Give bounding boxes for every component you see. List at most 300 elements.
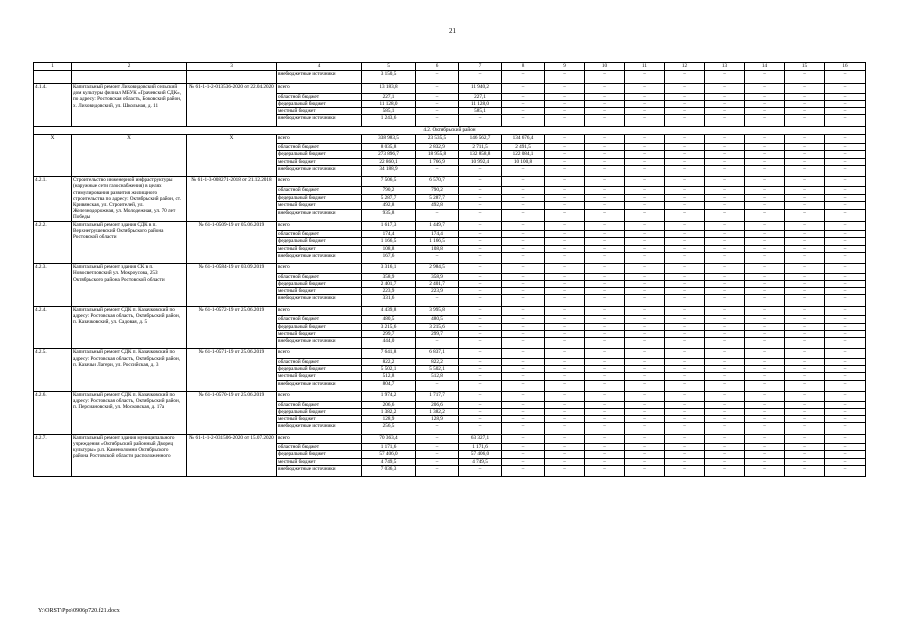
value-cell: – — [625, 238, 665, 245]
value-cell: – — [825, 273, 866, 280]
value-cell: – — [785, 107, 825, 114]
value-cell: – — [545, 280, 585, 287]
value-cell: – — [785, 187, 825, 195]
value-cell: – — [745, 100, 785, 107]
value-cell: – — [585, 187, 625, 195]
value-cell: – — [785, 316, 825, 323]
value-cell: – — [545, 358, 585, 365]
value-cell: – — [625, 115, 665, 127]
value-cell: – — [785, 415, 825, 422]
value-cell: – — [545, 415, 585, 422]
value-cell: – — [825, 252, 866, 264]
funding-source-cell: областной бюджет — [277, 144, 362, 151]
value-cell: – — [459, 306, 502, 316]
funding-source-cell: внебюджетные источники — [277, 337, 362, 349]
value-cell: – — [745, 330, 785, 337]
funding-source-cell: всего — [277, 264, 362, 274]
value-cell: – — [416, 71, 459, 84]
value-cell: – — [585, 280, 625, 287]
value-cell: – — [745, 316, 785, 323]
value-cell: – — [625, 451, 665, 458]
value-cell: – — [459, 221, 502, 231]
expertise-doc-cell: № 61-1-0571-19 от 25.06.2019 — [187, 349, 277, 392]
expertise-doc-cell: № 61-1-1-2-013536-2020 от 22.04.2020 — [187, 84, 277, 127]
value-cell: – — [705, 280, 745, 287]
value-cell: – — [785, 295, 825, 307]
value-cell: – — [665, 238, 705, 245]
value-cell: – — [625, 187, 665, 195]
value-cell: – — [545, 366, 585, 373]
value-cell: – — [459, 366, 502, 373]
value-cell: – — [585, 134, 625, 144]
funding-source-cell: всего — [277, 177, 362, 187]
value-cell: – — [785, 209, 825, 221]
funding-source-cell: федеральный бюджет — [277, 238, 362, 245]
value-cell: 512,8 — [362, 373, 416, 380]
value-cell: – — [665, 458, 705, 465]
value-cell: – — [825, 366, 866, 373]
value-cell: – — [825, 158, 866, 165]
value-cell: – — [705, 84, 745, 94]
column-header: 4 — [277, 63, 362, 71]
value-cell: – — [625, 415, 665, 422]
value-cell: – — [745, 115, 785, 127]
value-cell: 1 974,2 — [362, 392, 416, 402]
value-cell: – — [705, 238, 745, 245]
value-cell: – — [825, 392, 866, 402]
value-cell: 5 287,7 — [416, 194, 459, 202]
expertise-doc-cell: № 61-1-0509-19 от 05.06.2019 — [187, 221, 277, 264]
value-cell: 1 617,3 — [362, 221, 416, 231]
value-cell: – — [745, 408, 785, 415]
value-cell: 134 676,4 — [502, 134, 545, 144]
funding-source-cell: внебюджетные источники — [277, 71, 362, 84]
item-number-cell: 4.2.4. — [34, 306, 72, 349]
value-cell: – — [545, 84, 585, 94]
value-cell: – — [785, 337, 825, 349]
value-cell: – — [705, 93, 745, 100]
value-cell: – — [705, 264, 745, 274]
value-cell: 227,1 — [362, 93, 416, 100]
value-cell: – — [416, 465, 459, 477]
value-cell: 174,4 — [416, 231, 459, 238]
value-cell: – — [416, 93, 459, 100]
column-header: 15 — [785, 63, 825, 71]
value-cell: – — [785, 306, 825, 316]
value-cell: – — [785, 221, 825, 231]
value-cell: – — [785, 349, 825, 359]
value-cell: – — [665, 84, 705, 94]
value-cell: – — [545, 93, 585, 100]
value-cell: – — [705, 323, 745, 330]
value-cell: – — [825, 107, 866, 114]
value-cell: – — [545, 252, 585, 264]
value-cell: – — [665, 323, 705, 330]
value-cell: – — [825, 194, 866, 202]
column-header: 3 — [187, 63, 277, 71]
value-cell: – — [785, 93, 825, 100]
value-cell: – — [705, 107, 745, 114]
value-cell: – — [665, 231, 705, 238]
value-cell: – — [665, 264, 705, 274]
value-cell: – — [665, 252, 705, 264]
value-cell: 206,6 — [416, 401, 459, 408]
value-cell: – — [416, 115, 459, 127]
value-cell: 108,8 — [362, 245, 416, 252]
value-cell: – — [745, 434, 785, 444]
value-cell: 822,2 — [362, 358, 416, 365]
value-cell: – — [416, 209, 459, 221]
value-cell: – — [502, 458, 545, 465]
funding-source-cell: местный бюджет — [277, 415, 362, 422]
funding-source-cell: местный бюджет — [277, 158, 362, 165]
value-cell: – — [705, 392, 745, 402]
value-cell: – — [825, 295, 866, 307]
value-cell: – — [585, 209, 625, 221]
funding-source-cell: областной бюджет — [277, 273, 362, 280]
value-cell: – — [585, 295, 625, 307]
value-cell: – — [545, 451, 585, 458]
expertise-doc-cell: № 61-1-0570-19 от 25.06.2019 — [187, 392, 277, 435]
value-cell: 480,5 — [362, 316, 416, 323]
value-cell: – — [665, 444, 705, 451]
value-cell: – — [745, 423, 785, 435]
funding-source-cell: местный бюджет — [277, 330, 362, 337]
funding-source-cell: внебюджетные источники — [277, 295, 362, 307]
value-cell: – — [585, 408, 625, 415]
value-cell: 132 858,8 — [459, 151, 502, 158]
value-cell: – — [585, 337, 625, 349]
value-cell: – — [502, 401, 545, 408]
item-number-cell: 4.2.5. — [34, 349, 72, 392]
value-cell: – — [745, 349, 785, 359]
expertise-doc-cell: № 61-1-0584-19 от 03.09.2019 — [187, 264, 277, 307]
value-cell: 18 955,8 — [416, 151, 459, 158]
value-cell: – — [459, 392, 502, 402]
object-name-cell: Капитальный ремонт здания СК в п. Новосветловский ул. Мокроусова, 25З Октябрьского района Ростовской области — [72, 264, 187, 307]
value-cell: – — [665, 373, 705, 380]
value-cell: – — [825, 187, 866, 195]
value-cell: – — [585, 264, 625, 274]
value-cell: – — [705, 373, 745, 380]
value-cell: 4 439,8 — [362, 306, 416, 316]
table-row — [34, 434, 866, 444]
funding-source-cell: федеральный бюджет — [277, 408, 362, 415]
funding-source-cell: внебюджетные источники — [277, 165, 362, 177]
value-cell: – — [665, 408, 705, 415]
column-header: 16 — [825, 63, 866, 71]
value-cell: 822,2 — [416, 358, 459, 365]
value-cell: – — [825, 84, 866, 94]
value-cell: – — [785, 401, 825, 408]
value-cell: – — [665, 151, 705, 158]
value-cell: – — [625, 337, 665, 349]
value-cell: 174,4 — [362, 231, 416, 238]
value-cell: – — [545, 151, 585, 158]
value-cell: 1 166,5 — [416, 238, 459, 245]
value-cell: – — [705, 151, 745, 158]
value-cell: – — [459, 273, 502, 280]
value-cell: – — [585, 115, 625, 127]
value-cell: – — [745, 366, 785, 373]
value-cell: – — [459, 288, 502, 295]
value-cell: – — [665, 209, 705, 221]
value-cell: – — [459, 380, 502, 392]
value-cell: – — [625, 330, 665, 337]
value-cell: 2 711,5 — [459, 144, 502, 151]
value-cell: – — [459, 465, 502, 477]
value-cell: – — [502, 273, 545, 280]
value-cell: – — [585, 451, 625, 458]
value-cell: – — [585, 458, 625, 465]
value-cell: – — [625, 71, 665, 84]
value-cell: – — [585, 465, 625, 477]
value-cell: – — [545, 71, 585, 84]
value-cell: – — [665, 415, 705, 422]
value-cell: – — [545, 316, 585, 323]
value-cell: – — [745, 295, 785, 307]
value-cell: – — [705, 337, 745, 349]
value-cell: – — [825, 408, 866, 415]
value-cell: – — [785, 238, 825, 245]
value-cell: – — [459, 264, 502, 274]
funding-source-cell: местный бюджет — [277, 107, 362, 114]
value-cell: – — [416, 337, 459, 349]
value-cell: – — [545, 115, 585, 127]
table-row — [34, 134, 866, 144]
value-cell: – — [502, 423, 545, 435]
value-cell: – — [665, 337, 705, 349]
value-cell: – — [705, 144, 745, 151]
value-cell: – — [705, 423, 745, 435]
value-cell: – — [825, 93, 866, 100]
value-cell: – — [545, 465, 585, 477]
value-cell: – — [705, 221, 745, 231]
value-cell: – — [825, 330, 866, 337]
table-row — [34, 177, 866, 187]
funding-source-cell: областной бюджет — [277, 93, 362, 100]
value-cell: – — [825, 323, 866, 330]
value-cell: 3 215,6 — [416, 323, 459, 330]
value-cell: – — [545, 392, 585, 402]
value-cell: – — [502, 330, 545, 337]
value-cell: 34 188,9 — [362, 165, 416, 177]
value-cell: – — [665, 280, 705, 287]
value-cell: 128,9 — [416, 415, 459, 422]
value-cell: – — [785, 177, 825, 187]
value-cell: – — [705, 187, 745, 195]
value-cell: – — [585, 84, 625, 94]
value-cell: – — [545, 202, 585, 210]
value-cell: – — [745, 238, 785, 245]
value-cell: – — [545, 408, 585, 415]
section-row — [34, 126, 866, 134]
value-cell: – — [705, 408, 745, 415]
value-cell: – — [825, 451, 866, 458]
table-row — [34, 84, 866, 94]
object-name-cell: Капитальный ремонт СДК п. Казачковский по адресу: Ростовская область, Октябрьский район, п. Персиановский, ул. Московская, д. 17а — [72, 392, 187, 435]
value-cell: – — [459, 358, 502, 365]
value-cell: – — [625, 93, 665, 100]
value-cell: – — [416, 165, 459, 177]
value-cell: – — [785, 358, 825, 365]
value-cell: – — [545, 380, 585, 392]
value-cell: – — [459, 187, 502, 195]
funding-source-cell: федеральный бюджет — [277, 366, 362, 373]
item-number-cell: 4.2.6. — [34, 392, 72, 435]
value-cell: – — [705, 231, 745, 238]
item-number-cell: 4.2.3. — [34, 264, 72, 307]
value-cell: – — [502, 202, 545, 210]
value-cell: – — [705, 295, 745, 307]
value-cell: – — [416, 380, 459, 392]
value-cell: – — [705, 202, 745, 210]
value-cell: 206,6 — [362, 401, 416, 408]
expertise-doc-cell: № 61-1-1-2-031506-2020 от 15.07.2020 — [187, 434, 277, 477]
value-cell: – — [545, 306, 585, 316]
value-cell: – — [665, 71, 705, 84]
object-name-cell: Х — [72, 134, 187, 177]
expertise-doc-cell: Х — [187, 134, 277, 177]
column-header: 2 — [72, 63, 187, 71]
value-cell: – — [459, 408, 502, 415]
item-number-cell: 4.2.7. — [34, 434, 72, 477]
funding-source-cell: всего — [277, 84, 362, 94]
value-cell: – — [785, 408, 825, 415]
value-cell: – — [745, 444, 785, 451]
value-cell: – — [585, 252, 625, 264]
value-cell: – — [705, 177, 745, 187]
funding-source-cell: федеральный бюджет — [277, 323, 362, 330]
value-cell: – — [625, 134, 665, 144]
value-cell: – — [545, 134, 585, 144]
value-cell: – — [625, 458, 665, 465]
value-cell: – — [416, 434, 459, 444]
value-cell: – — [745, 84, 785, 94]
value-cell: – — [625, 273, 665, 280]
value-cell: 1 243,6 — [362, 115, 416, 127]
value-cell: – — [785, 84, 825, 94]
item-number-cell: Х — [34, 134, 72, 177]
value-cell: – — [785, 71, 825, 84]
value-cell: 512,8 — [416, 373, 459, 380]
value-cell: – — [785, 115, 825, 127]
value-cell: – — [825, 401, 866, 408]
item-number-cell: 4.1.4. — [34, 84, 72, 127]
value-cell: – — [459, 202, 502, 210]
value-cell: – — [545, 107, 585, 114]
value-cell: – — [545, 100, 585, 107]
value-cell: – — [585, 401, 625, 408]
value-cell: – — [585, 415, 625, 422]
value-cell: – — [416, 295, 459, 307]
value-cell: – — [625, 306, 665, 316]
value-cell: – — [585, 165, 625, 177]
value-cell: – — [545, 194, 585, 202]
value-cell: – — [585, 316, 625, 323]
value-cell: – — [502, 231, 545, 238]
value-cell: 8 035,8 — [362, 144, 416, 151]
column-header: 5 — [362, 63, 416, 71]
empty-cell — [34, 71, 72, 84]
value-cell: – — [785, 434, 825, 444]
funding-source-cell: внебюджетные источники — [277, 380, 362, 392]
value-cell: – — [502, 306, 545, 316]
value-cell: – — [502, 380, 545, 392]
value-cell: – — [459, 323, 502, 330]
value-cell: 11 940,2 — [459, 84, 502, 94]
value-cell: – — [502, 295, 545, 307]
value-cell: – — [459, 115, 502, 127]
value-cell: – — [705, 194, 745, 202]
funding-source-cell: всего — [277, 134, 362, 144]
value-cell: – — [502, 245, 545, 252]
object-name-cell: Строительство инженерной инфраструктуры (наружные сети газоснабжения) в целях стимулирования развития жилищного строительства по адресу: Октябрьский район, ст. Кривянская, ул. Строителей, ул. Железнодорожная, ул. Молодежная, ул. 70 лет Победы — [72, 177, 187, 221]
value-cell: – — [705, 158, 745, 165]
value-cell: – — [416, 84, 459, 94]
value-cell: – — [665, 423, 705, 435]
value-cell: – — [585, 358, 625, 365]
item-number-cell: 4.2.1. — [34, 177, 72, 221]
value-cell: – — [705, 288, 745, 295]
value-cell: – — [705, 100, 745, 107]
value-cell: 227,1 — [459, 93, 502, 100]
value-cell: – — [825, 134, 866, 144]
value-cell: – — [502, 252, 545, 264]
value-cell: – — [785, 323, 825, 330]
column-header: 8 — [502, 63, 545, 71]
value-cell: – — [665, 288, 705, 295]
value-cell: 4 749,5 — [362, 458, 416, 465]
value-cell: 6 837,1 — [416, 349, 459, 359]
value-cell: – — [705, 134, 745, 144]
value-cell: – — [825, 316, 866, 323]
value-cell: – — [625, 358, 665, 365]
value-cell: 5 502,1 — [362, 366, 416, 373]
value-cell: – — [665, 134, 705, 144]
value-cell: – — [745, 252, 785, 264]
value-cell: – — [625, 366, 665, 373]
value-cell: – — [705, 252, 745, 264]
value-cell: – — [745, 93, 785, 100]
value-cell: – — [502, 107, 545, 114]
value-cell: – — [459, 71, 502, 84]
value-cell: – — [825, 231, 866, 238]
value-cell: – — [745, 451, 785, 458]
value-cell: – — [785, 330, 825, 337]
funding-source-cell: внебюджетные источники — [277, 252, 362, 264]
funding-source-cell: местный бюджет — [277, 288, 362, 295]
value-cell: – — [705, 245, 745, 252]
value-cell: – — [665, 392, 705, 402]
value-cell: – — [785, 100, 825, 107]
funding-source-cell: федеральный бюджет — [277, 280, 362, 287]
value-cell: – — [705, 71, 745, 84]
value-cell: – — [745, 380, 785, 392]
funding-source-cell: федеральный бюджет — [277, 451, 362, 458]
value-cell: – — [745, 187, 785, 195]
value-cell: – — [785, 288, 825, 295]
value-cell: – — [585, 144, 625, 151]
value-cell: – — [705, 306, 745, 316]
value-cell: – — [545, 238, 585, 245]
value-cell: – — [545, 434, 585, 444]
value-cell: – — [745, 231, 785, 238]
value-cell: – — [825, 209, 866, 221]
value-cell: – — [665, 158, 705, 165]
value-cell: – — [502, 316, 545, 323]
funding-source-cell: федеральный бюджет — [277, 194, 362, 202]
